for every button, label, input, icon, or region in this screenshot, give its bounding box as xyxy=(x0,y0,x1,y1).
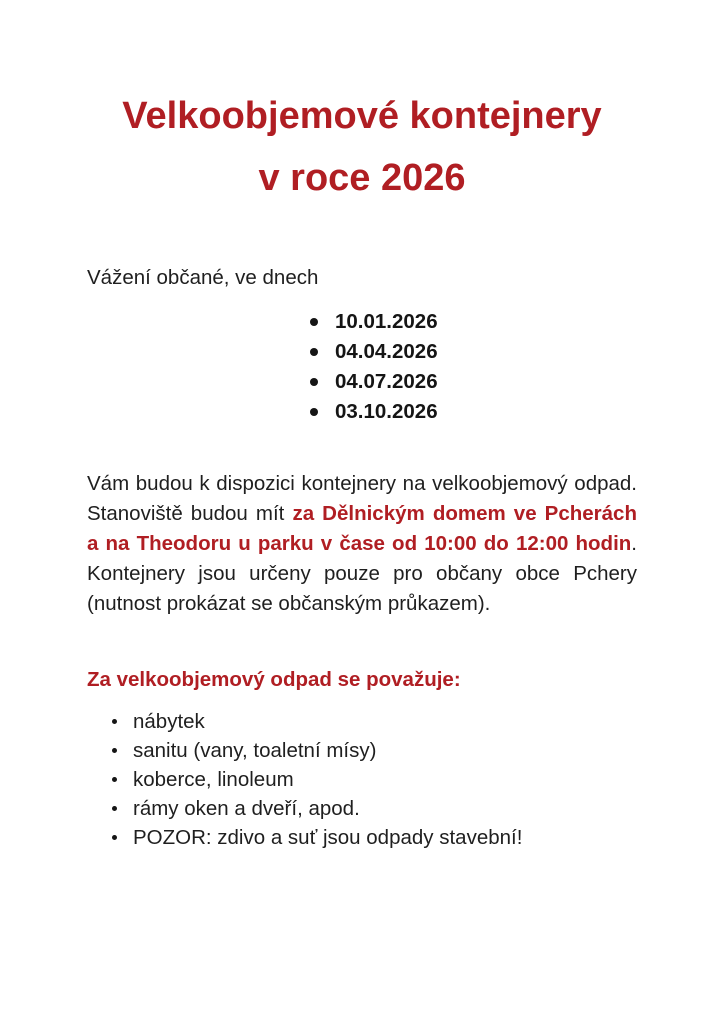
waste-item-text: sanitu (vany, toaletní mísy) xyxy=(133,739,377,762)
salutation-text: Vážení občané, ve dnech xyxy=(87,266,319,289)
date-value: 04.04.2026 xyxy=(335,340,438,363)
page-title-line2: v roce 2026 xyxy=(258,157,466,199)
waste-list-item xyxy=(112,823,637,852)
waste-item-text: rámy oken a dveří, apod. xyxy=(133,797,360,820)
date-list-item xyxy=(310,307,637,337)
bullet-icon xyxy=(112,806,117,811)
waste-item-text: POZOR: zdivo a suť jsou odpady stavební! xyxy=(133,826,523,849)
waste-list-item xyxy=(112,794,637,823)
bullet-icon xyxy=(310,348,318,356)
bullet-icon xyxy=(112,835,117,840)
bullet-icon xyxy=(310,318,318,326)
bullet-icon xyxy=(112,777,117,782)
date-value: 04.07.2026 xyxy=(335,370,438,393)
date-list-item xyxy=(310,337,637,367)
body-text-before: Vám budou k dispozici kontejnery na velkoobjemový odpad. Stanoviště budou mít xyxy=(87,472,637,525)
body-paragraph xyxy=(87,469,637,619)
bullet-icon xyxy=(310,408,318,416)
page-title xyxy=(87,85,637,209)
waste-list-item xyxy=(112,736,637,765)
bullet-icon xyxy=(112,748,117,753)
bullet-icon xyxy=(310,378,318,386)
waste-list-item xyxy=(112,707,637,736)
date-list-item xyxy=(310,367,637,397)
body-text-highlight: za Dělnickým domem ve Pcherách a na Theodoru u parku v čase od 10:00 do 12:00 hodin xyxy=(87,502,637,555)
date-value: 03.10.2026 xyxy=(335,400,438,423)
body-text-after: . Kontejnery jsou určeny pouze pro občany obce Pchery (nutnost prokázat se občanským průkazem). xyxy=(87,532,637,615)
page-title-line1: Velkoobjemové kontejnery xyxy=(122,95,602,137)
waste-item-text: nábytek xyxy=(133,710,205,733)
waste-list xyxy=(87,707,637,852)
date-value: 10.01.2026 xyxy=(335,310,438,333)
waste-list-item xyxy=(112,765,637,794)
date-list-item xyxy=(310,397,637,427)
date-list xyxy=(87,307,637,427)
waste-item-text: koberce, linoleum xyxy=(133,768,294,791)
waste-section-heading: Za velkoobjemový odpad se považuje: xyxy=(87,668,461,691)
bullet-icon xyxy=(112,719,117,724)
